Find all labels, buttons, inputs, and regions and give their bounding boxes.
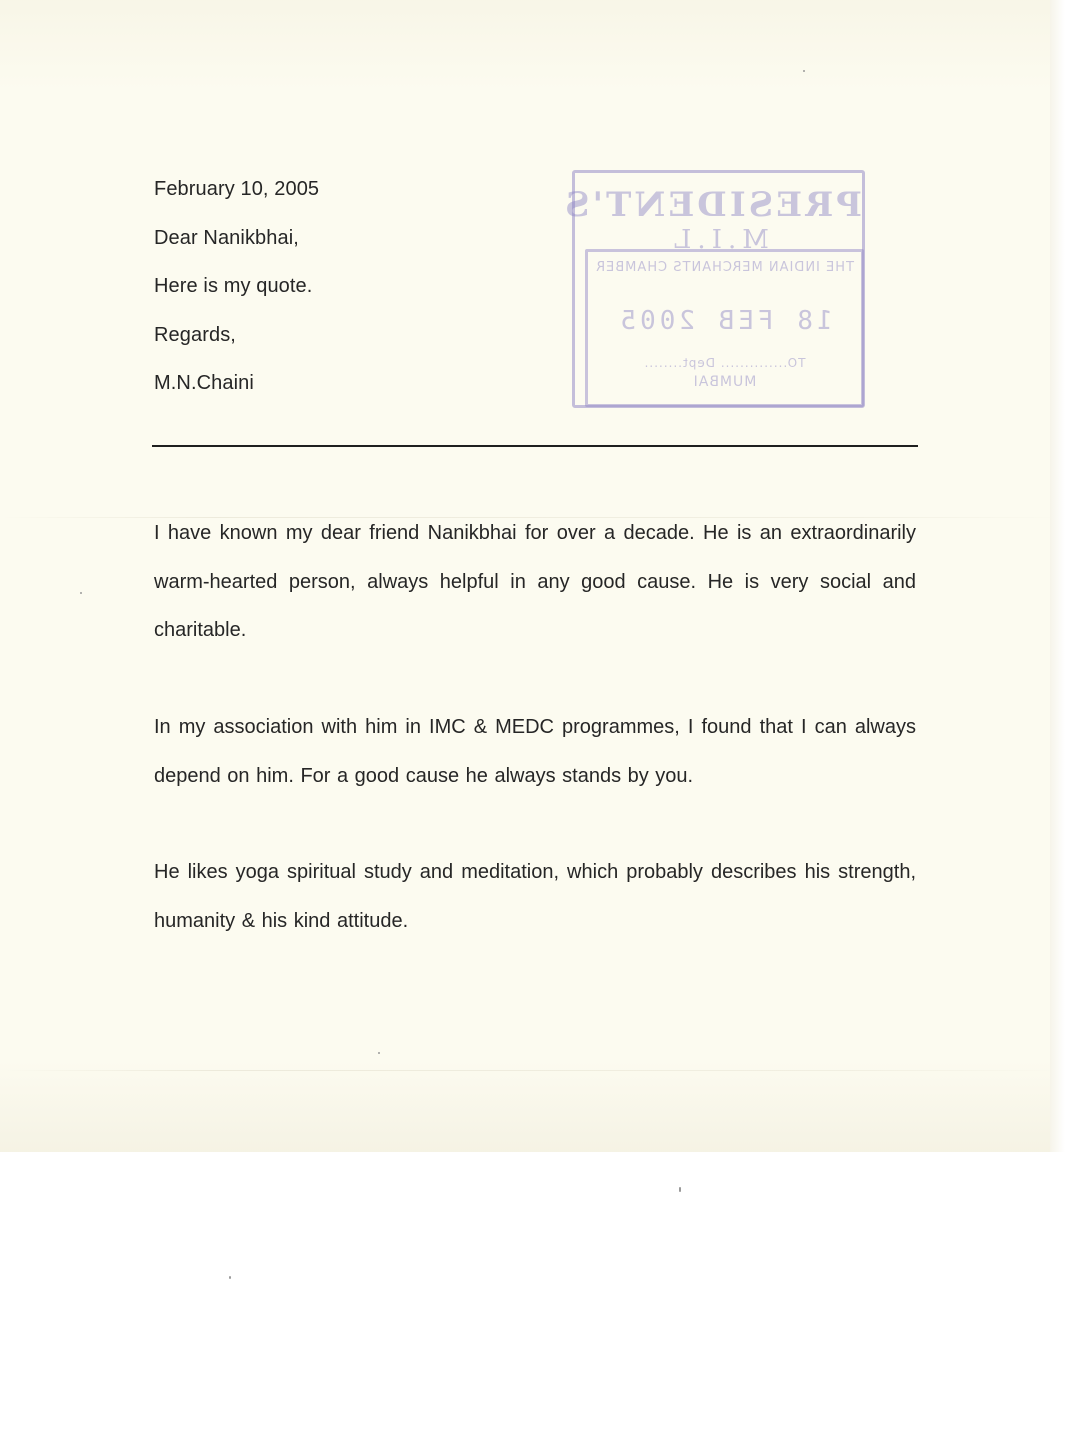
- stamp-date: 18 FEB 2005: [616, 306, 833, 336]
- paper-speck: [803, 70, 805, 72]
- letter-date: February 10, 2005: [154, 178, 320, 200]
- separator-rule: [152, 445, 918, 447]
- body-paragraph-3: He likes yoga spiritual study and meditation, which probably describes his strength, humanity & his kind attitude.: [154, 861, 916, 932]
- body-paragraph-1: I have known my dear friend Nanikbhai for over a decade. He is an extraordinarily warm-hearted person, always helpful in any good cause. He is very social and charitable.: [154, 522, 916, 641]
- stamp-to-line: TO.............. Dept........: [643, 356, 806, 370]
- letter-signatory: M.N.Chaini: [154, 372, 254, 394]
- body-paragraph-2: In my association with him in IMC & MEDC programmes, I found that I can always depend on him. For a good cause he always stands by you.: [154, 716, 916, 787]
- letter-note: Here is my quote.: [154, 275, 313, 297]
- stamp-title: PRESIDENT'S: [562, 185, 862, 225]
- stamp-organization: THE INDIAN MERCHANTS CHAMBER: [595, 260, 854, 275]
- stamp-inner-box: [585, 249, 864, 407]
- stamp-subtitle: M.I.L: [668, 225, 769, 255]
- received-stamp: [562, 170, 865, 408]
- paper-speck: [80, 592, 82, 594]
- paper-speck: [378, 1052, 380, 1054]
- stamp-city: MUMBAI: [692, 374, 757, 390]
- paper-fold-line: [0, 1070, 1065, 1071]
- scan-speck: [679, 1187, 681, 1192]
- letter-salutation: Dear Nanikbhai,: [154, 227, 299, 249]
- scan-speck: [229, 1276, 231, 1279]
- letter-closing: Regards,: [154, 324, 236, 346]
- paper-edge: [1050, 0, 1065, 1152]
